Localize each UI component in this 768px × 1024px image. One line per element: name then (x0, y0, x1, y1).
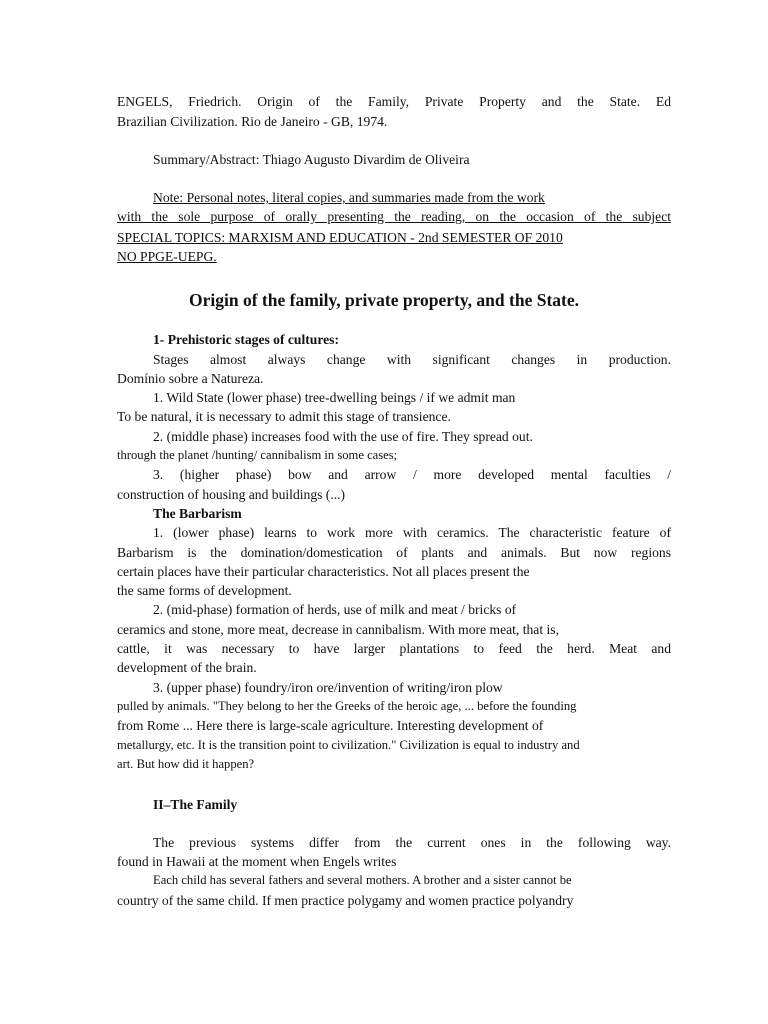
section1-heading: 1- Prehistoric stages of cultures: (153, 332, 339, 347)
barbarism-line: pulled by animals. "They belong to her the Greeks of the heroic age, ... before the founding (117, 699, 577, 713)
section1-line: construction of housing and buildings (...) (117, 487, 346, 502)
barbarism-heading: The Barbarism (153, 506, 242, 521)
section1-line: Domínio sobre a Natureza. (117, 371, 264, 386)
section2-line: found in Hawaii at the moment when Engels writes (117, 854, 397, 869)
note-line-1: Note: Personal notes, literal copies, and summaries made from the work (153, 190, 545, 205)
barbarism-line: Barbarism is the domination/domestication of plants and animals. But now regions (117, 545, 671, 560)
section1-line: through the planet /hunting/ cannibalism in some cases; (117, 448, 398, 462)
barbarism-line: metallurgy, etc. It is the transition point to civilization." Civilization is equal to industry and (117, 738, 580, 752)
barbarism-line: the same forms of development. (117, 583, 292, 598)
section2-line: The previous systems differ from the current ones in the following way. (153, 835, 671, 850)
barbarism-line: 2. (mid-phase) formation of herds, use of milk and meat / bricks of (153, 602, 517, 617)
note-line-4: NO PPGE-UEPG. (117, 249, 217, 264)
note-line-3: SPECIAL TOPICS: MARXISM AND EDUCATION - 2nd SEMESTER OF 2010 (117, 230, 563, 245)
barbarism-line: cattle, it was necessary to have larger plantations to feed the herd. Meat and (117, 641, 671, 656)
barbarism-line: ceramics and stone, more meat, decrease in cannibalism. With more meat, that is, (117, 622, 559, 637)
section1-line: To be natural, it is necessary to admit this stage of transience. (117, 409, 451, 424)
barbarism-line: from Rome ... Here there is large-scale agriculture. Interesting development of (117, 718, 544, 733)
barbarism-line: development of the brain. (117, 660, 257, 675)
barbarism-line: 3. (upper phase) foundry/iron ore/invention of writing/iron plow (153, 680, 503, 695)
section1-line: 2. (middle phase) increases food with the use of fire. They spread out. (153, 429, 533, 444)
barbarism-line: certain places have their particular characteristics. Not all places present the (117, 564, 530, 579)
section2-line: Each child has several fathers and several mothers. A brother and a sister cannot be (153, 873, 572, 887)
citation-line-2: Brazilian Civilization. Rio de Janeiro - GB, 1974. (117, 114, 388, 129)
note-line-2: with the sole purpose of orally presenting the reading, on the occasion of the subject (117, 209, 671, 224)
barbarism-line: art. But how did it happen? (117, 757, 255, 771)
barbarism-line: 1. (lower phase) learns to work more with ceramics. The characteristic feature of (153, 525, 671, 540)
section2-heading: II–The Family (153, 797, 238, 812)
section1-line: 3. (higher phase) bow and arrow / more developed mental faculties / (153, 467, 671, 482)
summary-line: Summary/Abstract: Thiago Augusto Divardim de Oliveira (153, 152, 470, 167)
section1-line: 1. Wild State (lower phase) tree-dwelling beings / if we admit man (153, 390, 516, 405)
page-title: Origin of the family, private property, and the State. (189, 290, 579, 310)
section2-line: country of the same child. If men practice polygamy and women practice polyandry (117, 893, 574, 908)
citation-line-1: ENGELS, Friedrich. Origin of the Family, Private Property and the State. Ed (117, 94, 671, 109)
section1-line: Stages almost always change with significant changes in production. (153, 352, 671, 367)
